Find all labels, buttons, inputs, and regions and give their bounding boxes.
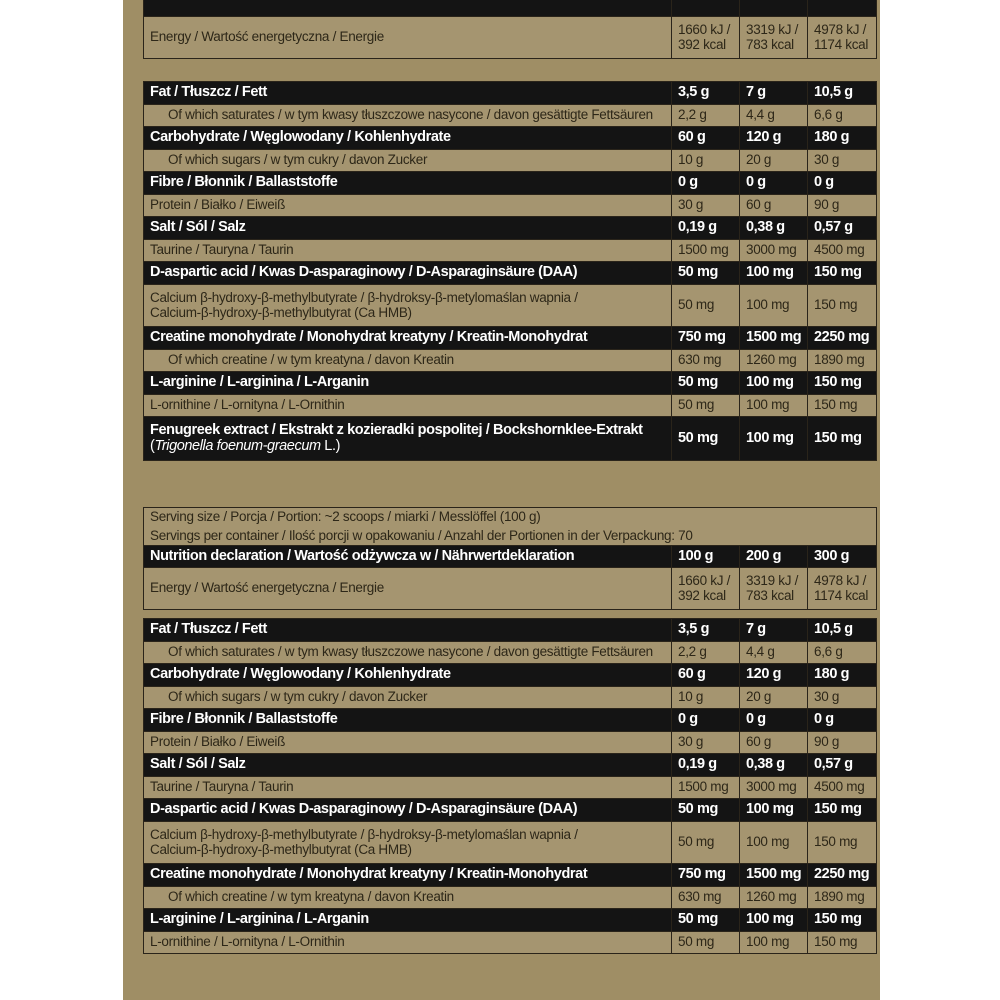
row-value-3: 4978 kJ / 1174 kcal: [808, 17, 877, 59]
row-value-3: 180 g: [808, 664, 877, 687]
row-value-1: 2,2 g: [672, 105, 740, 127]
row-value-2: 60 g: [740, 195, 808, 217]
row-value-1: 50 mg: [672, 909, 740, 932]
table-row: [144, 172, 877, 195]
table-row: [144, 887, 877, 909]
row-value-3: 4500 mg: [808, 240, 877, 262]
table-row: [144, 150, 877, 172]
row-value-2: 0,38 g: [740, 217, 808, 240]
row-label: Taurine / Tauryna / Taurin: [144, 777, 672, 799]
row-value-2: 120 g: [740, 127, 808, 150]
row-value-1: 3,5 g: [672, 619, 740, 642]
header-col-100g: [672, 0, 740, 17]
table-row: [144, 217, 877, 240]
row-value-2: 20 g: [740, 150, 808, 172]
row-value-2: 3319 kJ / 783 kcal: [740, 568, 808, 610]
row-value-3: 150 mg: [808, 285, 877, 327]
row-value-2: 100 mg: [740, 932, 808, 954]
row-value-1: 50 mg: [672, 417, 740, 461]
row-value-1: 2,2 g: [672, 642, 740, 664]
table-row: [144, 799, 877, 822]
row-value-3: 0 g: [808, 172, 877, 195]
row-label: Creatine monohydrate / Monohydrat kreatyny / Kreatin-Monohydrat: [144, 864, 672, 887]
row-value-1: 630 mg: [672, 887, 740, 909]
header-label: [144, 0, 672, 17]
row-label: L-arginine / L-arginina / L-Arganin: [144, 909, 672, 932]
row-value-2: 60 g: [740, 732, 808, 754]
table-row: [144, 732, 877, 754]
table-row: [144, 777, 877, 799]
row-value-1: 50 mg: [672, 372, 740, 395]
row-value-3: 150 mg: [808, 932, 877, 954]
table-row-energy: [144, 568, 877, 610]
row-value-1: 50 mg: [672, 799, 740, 822]
table-row: [144, 82, 877, 105]
row-value-1: 3,5 g: [672, 82, 740, 105]
row-value-2: 100 mg: [740, 285, 808, 327]
row-value-2: 0 g: [740, 709, 808, 732]
row-value-3: 0,57 g: [808, 217, 877, 240]
row-label: Fibre / Błonnik / Ballaststoffe: [144, 172, 672, 195]
row-label: Calcium β-hydroxy-β-methylbutyrate / β-hydroksy-β-metylomaślan wapnia / Calcium-β-hydroxy-β-methylbutyrat (Ca HMB): [144, 285, 672, 327]
table-row: [144, 262, 877, 285]
table-row: [144, 195, 877, 217]
row-value-1: 50 mg: [672, 932, 740, 954]
row-value-3: 0 g: [808, 709, 877, 732]
row-label: Of which creatine / w tym kreatyna / davon Kreatin: [144, 887, 672, 909]
row-value-3: 0,57 g: [808, 754, 877, 777]
row-label: Of which sugars / w tym cukry / davon Zucker: [144, 687, 672, 709]
row-value-2: 1500 mg: [740, 864, 808, 887]
table-row: [144, 105, 877, 127]
row-value-1: 50 mg: [672, 395, 740, 417]
row-value-1: 0,19 g: [672, 754, 740, 777]
row-value-2: 100 mg: [740, 822, 808, 864]
row-value-2: 4,4 g: [740, 642, 808, 664]
row-value-2: 100 mg: [740, 417, 808, 461]
row-value-3: 150 mg: [808, 909, 877, 932]
row-value-3: 4978 kJ / 1174 kcal: [808, 568, 877, 610]
row-value-2: 100 mg: [740, 799, 808, 822]
row-label: Salt / Sól / Salz: [144, 217, 672, 240]
row-value-2: 4,4 g: [740, 105, 808, 127]
row-value-3: 90 g: [808, 195, 877, 217]
row-value-1: 30 g: [672, 732, 740, 754]
table-row: [144, 417, 877, 461]
row-value-1: 10 g: [672, 150, 740, 172]
row-label: Protein / Białko / Eiweiß: [144, 732, 672, 754]
table-row: [144, 642, 877, 664]
table-row: [144, 754, 877, 777]
serving-size-row: [144, 508, 877, 527]
header-col-200g: [740, 0, 808, 17]
row-value-1: 0 g: [672, 709, 740, 732]
nutrition-table-bottom: [143, 507, 877, 954]
row-value-2: 100 mg: [740, 909, 808, 932]
row-label: Of which sugars / w tym cukry / davon Zucker: [144, 150, 672, 172]
row-value-1: 10 g: [672, 687, 740, 709]
table-row: [144, 619, 877, 642]
row-value-2: 1260 mg: [740, 350, 808, 372]
table-row-energy: [144, 17, 877, 59]
row-label: Fat / Tłuszcz / Fett: [144, 619, 672, 642]
header-col-300g: 300 g: [808, 546, 877, 568]
header-label: Nutrition declaration / Wartość odżywcza w / Nährwertdeklaration: [144, 546, 672, 568]
servings-per-container-text: Servings per container / Ilość porcji w opakowaniu / Anzahl der Portionen in der Verpackung: 70: [144, 527, 877, 546]
row-label: L-arginine / L-arginina / L-Arganin: [144, 372, 672, 395]
row-value-1: 1500 mg: [672, 777, 740, 799]
table-row: [144, 687, 877, 709]
row-label: Fenugreek extract / Ekstrakt z kozieradki pospolitej / Bockshornklee-Extrakt (Trigonella foenum-graecum L.): [144, 417, 672, 461]
row-value-3: 180 g: [808, 127, 877, 150]
row-value-2: 1260 mg: [740, 887, 808, 909]
table-header-row: [144, 546, 877, 568]
row-label: L-ornithine / L-ornityna / L-Ornithin: [144, 932, 672, 954]
row-value-3: 6,6 g: [808, 105, 877, 127]
row-label: Of which creatine / w tym kreatyna / davon Kreatin: [144, 350, 672, 372]
table-row: [144, 240, 877, 262]
table-row: [144, 350, 877, 372]
row-value-2: 7 g: [740, 619, 808, 642]
header-col-100g: 100 g: [672, 546, 740, 568]
nutrition-table-top: [143, 0, 877, 461]
table-row: [144, 395, 877, 417]
row-value-1: 630 mg: [672, 350, 740, 372]
row-value-1: 60 g: [672, 127, 740, 150]
row-value-2: 3319 kJ / 783 kcal: [740, 17, 808, 59]
row-value-2: 100 mg: [740, 262, 808, 285]
row-value-3: 150 mg: [808, 372, 877, 395]
row-value-3: 150 mg: [808, 822, 877, 864]
row-value-3: 30 g: [808, 687, 877, 709]
row-value-3: 1890 mg: [808, 887, 877, 909]
row-label: D-aspartic acid / Kwas D-asparaginowy / D-Asparaginsäure (DAA): [144, 262, 672, 285]
row-value-3: 10,5 g: [808, 619, 877, 642]
row-value-3: 4500 mg: [808, 777, 877, 799]
row-label: Of which saturates / w tym kwasy tłuszczowe nasycone / davon gesättigte Fettsäuren: [144, 105, 672, 127]
row-value-3: 150 mg: [808, 262, 877, 285]
row-value-3: 2250 mg: [808, 327, 877, 350]
row-value-2: 100 mg: [740, 395, 808, 417]
row-value-3: 1890 mg: [808, 350, 877, 372]
row-value-2: 3000 mg: [740, 777, 808, 799]
row-value-1: 30 g: [672, 195, 740, 217]
table-row: [144, 664, 877, 687]
row-value-1: 60 g: [672, 664, 740, 687]
row-value-1: 50 mg: [672, 285, 740, 327]
row-value-1: 750 mg: [672, 327, 740, 350]
row-value-3: 10,5 g: [808, 82, 877, 105]
row-value-3: 150 mg: [808, 417, 877, 461]
row-value-1: 50 mg: [672, 822, 740, 864]
row-label: Creatine monohydrate / Monohydrat kreatyny / Kreatin-Monohydrat: [144, 327, 672, 350]
row-value-1: 750 mg: [672, 864, 740, 887]
row-value-2: 0,38 g: [740, 754, 808, 777]
row-value-2: 7 g: [740, 82, 808, 105]
row-value-1: 0 g: [672, 172, 740, 195]
servings-per-container-row: [144, 527, 877, 546]
table-row: [144, 327, 877, 350]
row-label: Carbohydrate / Węglowodany / Kohlenhydrate: [144, 664, 672, 687]
row-value-3: 2250 mg: [808, 864, 877, 887]
row-value-1: 1500 mg: [672, 240, 740, 262]
row-label: Salt / Sól / Salz: [144, 754, 672, 777]
table-row: [144, 909, 877, 932]
row-value-3: 150 mg: [808, 799, 877, 822]
table-row: [144, 285, 877, 327]
table-row: [144, 822, 877, 864]
row-label: Taurine / Tauryna / Taurin: [144, 240, 672, 262]
row-label: Calcium β-hydroxy-β-methylbutyrate / β-hydroksy-β-metylomaślan wapnia / Calcium-β-hydroxy-β-methylbutyrat (Ca HMB): [144, 822, 672, 864]
row-label: Fat / Tłuszcz / Fett: [144, 82, 672, 105]
table-row: [144, 127, 877, 150]
row-value-2: 3000 mg: [740, 240, 808, 262]
row-value-3: 6,6 g: [808, 642, 877, 664]
row-label: L-ornithine / L-ornityna / L-Ornithin: [144, 395, 672, 417]
row-value-3: 90 g: [808, 732, 877, 754]
row-value-1: 50 mg: [672, 262, 740, 285]
row-label: Energy / Wartość energetyczna / Energie: [144, 568, 672, 610]
table-header-row: [144, 0, 877, 17]
row-label: Energy / Wartość energetyczna / Energie: [144, 17, 672, 59]
row-label: D-aspartic acid / Kwas D-asparaginowy / D-Asparaginsäure (DAA): [144, 799, 672, 822]
row-label: Fibre / Błonnik / Ballaststoffe: [144, 709, 672, 732]
row-value-1: 1660 kJ / 392 kcal: [672, 17, 740, 59]
nutrition-label-panel: [123, 0, 880, 1000]
row-label: Protein / Białko / Eiweiß: [144, 195, 672, 217]
row-value-2: 0 g: [740, 172, 808, 195]
header-col-300g: [808, 0, 877, 17]
table-row: [144, 932, 877, 954]
row-label: Carbohydrate / Węglowodany / Kohlenhydrate: [144, 127, 672, 150]
table-row: [144, 864, 877, 887]
row-value-3: 30 g: [808, 150, 877, 172]
row-value-2: 1500 mg: [740, 327, 808, 350]
row-value-2: 120 g: [740, 664, 808, 687]
header-col-200g: 200 g: [740, 546, 808, 568]
row-label: Of which saturates / w tym kwasy tłuszczowe nasycone / davon gesättigte Fettsäuren: [144, 642, 672, 664]
table-row: [144, 709, 877, 732]
row-value-2: 100 mg: [740, 372, 808, 395]
row-value-1: 1660 kJ / 392 kcal: [672, 568, 740, 610]
row-value-2: 20 g: [740, 687, 808, 709]
row-value-3: 150 mg: [808, 395, 877, 417]
table-row: [144, 372, 877, 395]
row-value-1: 0,19 g: [672, 217, 740, 240]
serving-size-text: Serving size / Porcja / Portion: ~2 scoops / miarki / Messlöffel (100 g): [144, 508, 877, 527]
